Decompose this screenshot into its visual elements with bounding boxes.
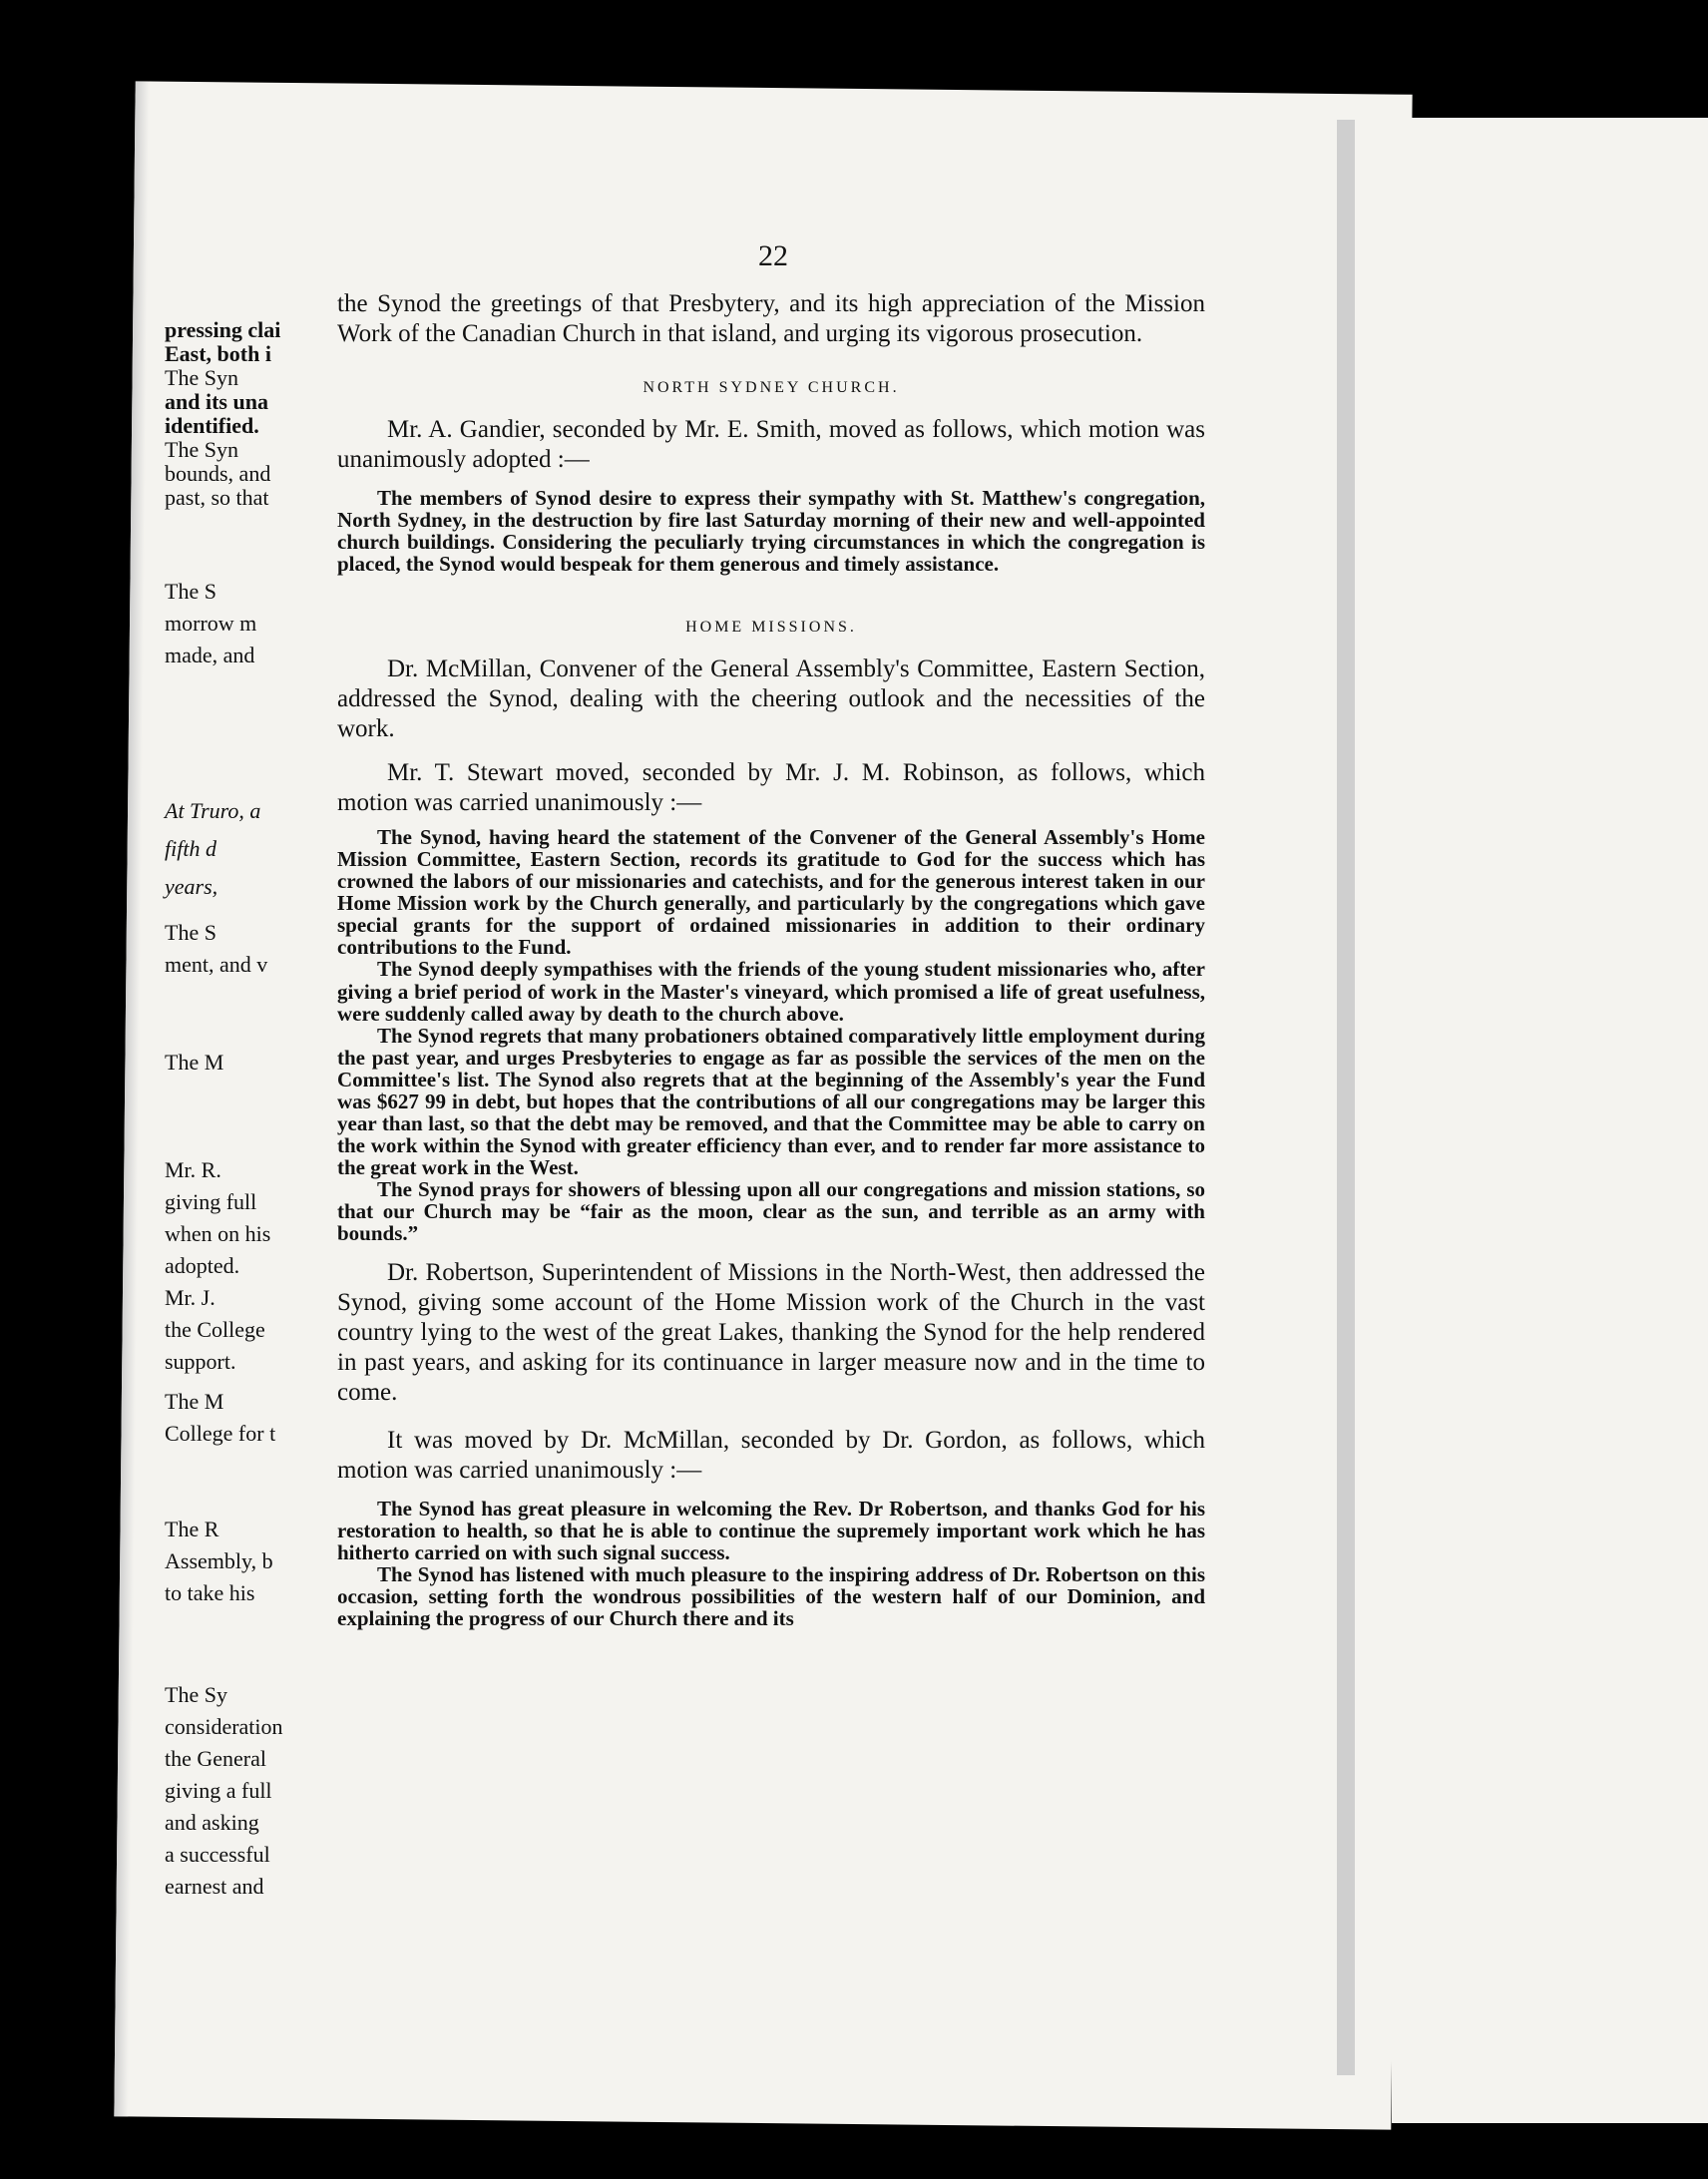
right-page-line: fifth d xyxy=(165,836,216,861)
mcmillan-address: Dr. McMillan, Convener of the General Assembly's Committee, Eastern Section, addressed the Synod, dealing with the cheering outlook and the necessities of the work. xyxy=(337,655,1205,743)
right-page-line: The M xyxy=(165,1050,224,1075)
mcmillan-gordon-motion: It was moved by Dr. McMillan, seconded by Dr. Gordon, as follows, which motion was carried unanimously :— xyxy=(337,1427,1205,1485)
right-page-line: the College xyxy=(165,1317,265,1342)
right-page-line: support. xyxy=(165,1349,236,1374)
right-page-line: The M xyxy=(165,1389,224,1414)
right-page-line: giving full xyxy=(165,1189,257,1214)
right-page-line: to take his xyxy=(165,1580,255,1605)
right-page-line: Mr. J. xyxy=(165,1285,215,1310)
robertson-resolution-1: The Synod has great pleasure in welcoming the Rev. Dr Robertson, and thanks God for his restoration to health, so that he is able to continue the supremely important work which he has hitherto carried on with such signal success. xyxy=(337,1497,1205,1565)
page-gutter xyxy=(1337,120,1355,2075)
right-page xyxy=(1392,118,1708,2123)
heading-home-missions: HOME MISSIONS. xyxy=(685,619,857,637)
home-missions-resolution-1: The Synod, having heard the statement of the Convener of the General Assembly's Home Mission Committee, Eastern Section, records its gratitude to God for the success which has crowned the labors of our missionaries and catechists, and for the generous interest taken in our Home Mission work by the Church generally, and particularly by the congregations which gave special grants for the support of ordained missionaries in addition to their ordinary contributions to the Fund. xyxy=(337,825,1205,960)
right-page-line: when on his xyxy=(165,1221,271,1246)
right-page-line: Mr. R. xyxy=(165,1157,221,1182)
home-missions-resolution-4: The Synod prays for showers of blessing upon all our congregations and mission stations, so that our Church may be “fair as the moon, clear as the sun, and terrible as an army with bounds.” xyxy=(337,1176,1205,1246)
right-page-line: East, both i xyxy=(165,341,271,366)
right-page-line: The R xyxy=(165,1517,219,1541)
right-page-line: bounds, and xyxy=(165,461,271,486)
right-page-line: pressing clai xyxy=(165,317,281,342)
right-page-line: made, and xyxy=(165,643,255,667)
right-page-line: The S xyxy=(165,579,216,604)
intro-paragraph: the Synod the greetings of that Presbytery, and its high appreciation of the Mission Work of the Canadian Church in that island, and urging its vigorous prosecution. xyxy=(337,290,1205,347)
right-page-line: The S xyxy=(165,920,216,945)
left-text-column xyxy=(337,289,1205,1629)
right-page-line: a successful xyxy=(165,1842,270,1867)
right-page-line: Assembly, b xyxy=(165,1548,273,1573)
right-page-line: past, so that xyxy=(165,485,269,510)
right-page-line: years, xyxy=(165,874,218,899)
right-page-line: earnest and xyxy=(165,1874,264,1899)
gandier-motion: Mr. A. Gandier, seconded by Mr. E. Smith, moved as follows, which motion was unanimously adopted :— xyxy=(337,416,1205,473)
north-sydney-resolution: The members of Synod desire to express their sympathy with St. Matthew's congregation, North Sydney, in the destruction by fire last Saturday morning of their new and well-appointed church buildings. Considering the peculiarly trying circumstances in which the congregation is placed, the Synod would bespeak for them generous and timely assistance. xyxy=(337,486,1205,577)
right-page-line: College for t xyxy=(165,1421,276,1446)
page-number: 22 xyxy=(758,239,788,272)
robertson-address: Dr. Robertson, Superintendent of Missions in the North-West, then addressed the Synod, giving some account of the Home Mission work of the Church in the vast country lying to the west of the great Lakes, thanking the Synod for the help rendered in past years, and asking for its continuance in larger measure now and in the time to come. xyxy=(337,1259,1205,1407)
home-missions-resolution-2: The Synod deeply sympathises with the friends of the young student missionaries who, after giving a brief period of work in the Master's vineyard, which promised a life of great usefulness, were suddenly called away by death to the church above. xyxy=(337,957,1205,1026)
right-page-line: ment, and v xyxy=(165,952,268,977)
right-page-line: morrow m xyxy=(165,611,257,636)
right-page-line: and its una xyxy=(165,389,268,414)
right-page-line: The Syn xyxy=(165,365,238,390)
heading-north-sydney-church: NORTH SYDNEY CHURCH. xyxy=(642,379,900,396)
right-page-line: the General xyxy=(165,1746,266,1771)
right-page-line: At Truro, a xyxy=(165,798,261,823)
right-page-line: The Sy xyxy=(165,1682,227,1707)
home-missions-resolution-3: The Synod regrets that many probationers obtained comparatively little employment during the past year, and urges Presbyteries to engage as far as possible the services of the men on the Committee's list. The Synod also regrets that at the beginning of the Assembly's year the Fund was $627 99 in debt, but hopes that the contributions of all our congregations may be larger this year than last, so that the debt may be removed, and that the Committee may be able to carry on the work within the Synod with greater efficiency than ever, and to render far more assistance to the great work in the West. xyxy=(337,1023,1205,1179)
right-page-line: consideration xyxy=(165,1714,283,1739)
stewart-motion: Mr. T. Stewart moved, seconded by Mr. J. M. Robinson, as follows, which motion was carried unanimously :— xyxy=(337,759,1205,817)
right-page-line: The Syn xyxy=(165,437,238,462)
right-page-line: giving a full xyxy=(165,1778,272,1803)
right-page-line: and asking xyxy=(165,1810,259,1835)
robertson-resolution-2: The Synod has listened with much pleasure to the inspiring address of Dr. Robertson on this occasion, setting forth the wondrous possibilities of the western half of our Dominion, and explaining the progress of our Church there and its xyxy=(337,1562,1205,1631)
right-page-line: identified. xyxy=(165,413,259,438)
right-page-line: adopted. xyxy=(165,1253,240,1278)
